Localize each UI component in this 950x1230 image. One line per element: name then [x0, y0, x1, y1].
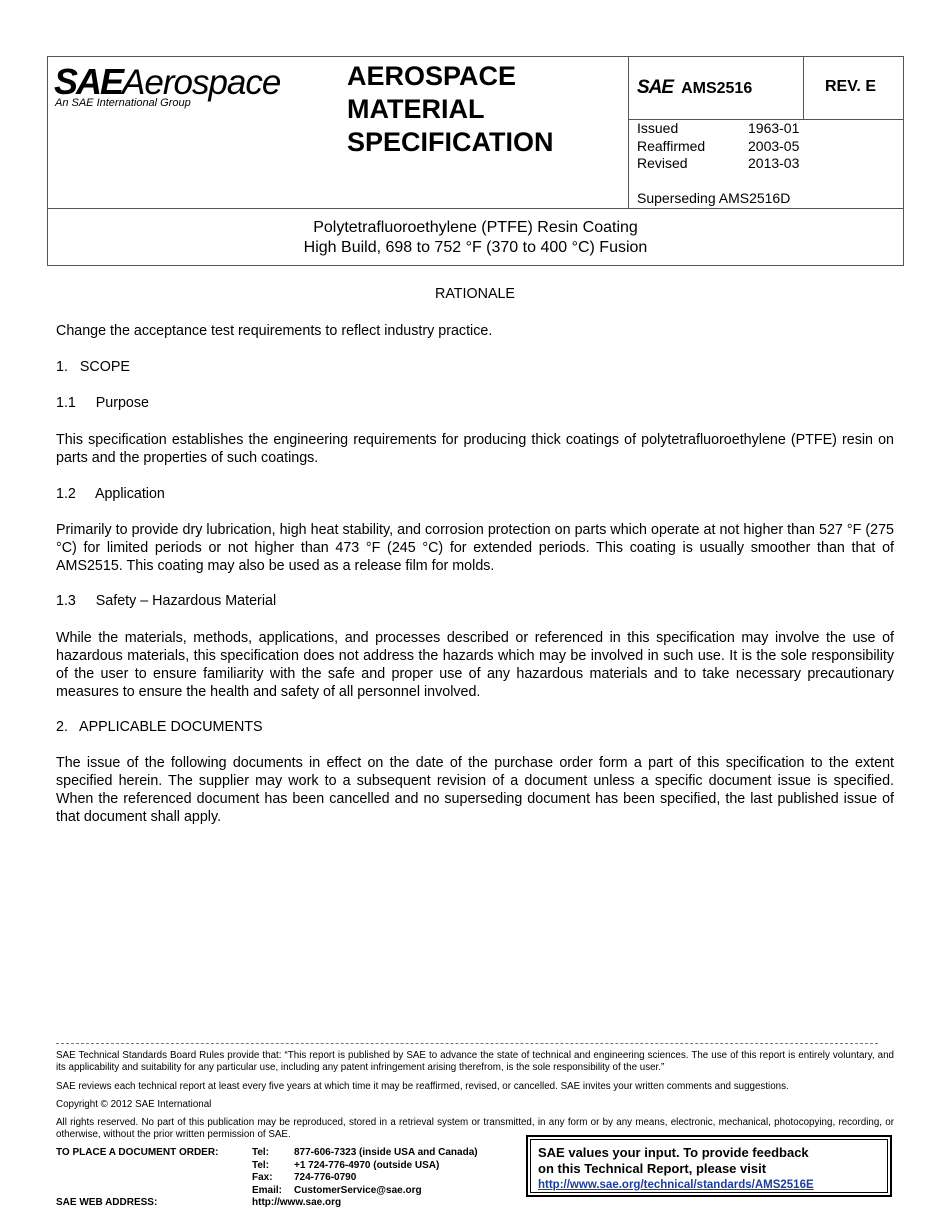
- contact-label: Tel:: [252, 1159, 270, 1171]
- feedback-link[interactable]: http://www.sae.org/technical/standards/AMS2516E: [538, 1179, 814, 1191]
- contact-value: 724-776-0790: [294, 1172, 357, 1183]
- footer-review: SAE reviews each technical report at least every five years at which time it may be reaffirmed, revised, or cancelled. SAE invites your written comments and suggestions.: [56, 1081, 789, 1092]
- date-label: Issued: [637, 120, 679, 136]
- section-heading: 2. APPLICABLE DOCUMENTS: [56, 719, 263, 735]
- contact-label: Fax:: [252, 1172, 273, 1183]
- web-url-link[interactable]: http://www.sae.org: [252, 1197, 342, 1208]
- feedback-box: [526, 1135, 892, 1197]
- revision-label: REV. E: [825, 78, 876, 95]
- contact-label: Tel:: [252, 1147, 270, 1158]
- contact-row: [252, 1185, 512, 1198]
- footer-rights: All rights reserved. No part of this publication may be reproduced, stored in a retrieval system or transmitted, in any form or by any means, electronic, mechanical, photocopying, recording, or otherwise, without the prior written permission of SAE.: [56, 1117, 894, 1140]
- date-row: [637, 120, 799, 138]
- footer-rule: [56, 1043, 878, 1044]
- web-label: SAE WEB ADDRESS:: [56, 1197, 158, 1208]
- rationale-text: Change the acceptance test requirements to reflect industry practice.: [56, 323, 493, 339]
- footer-rules: SAE Technical Standards Board Rules provide that: “This report is published by SAE to advance the state of technical and engineering sciences. The use of this report is entirely voluntary, and its applicability and suitability for any particular use, including any patent infringement arising therefrom, is the sole responsibility of the user.”: [56, 1050, 894, 1073]
- paragraph: Primarily to provide dry lubrication, high heat stability, and corrosion protection on parts which operate at not higher than 527 °F (275 °C) for limited periods or not higher than 473 °F (245 °C) for extended periods. This coating is usually smoother than that of AMS2515. This coating may also be used as a release film for molds.: [56, 522, 894, 574]
- title-line: High Build, 698 to 752 °F (370 to 400 °C) Fusion: [303, 239, 648, 256]
- superseding-note: Superseding AMS2516D: [637, 190, 791, 206]
- logo-word: Aerospace: [122, 63, 281, 102]
- sae-mini-logo: SAE: [637, 77, 674, 98]
- paragraph: This specification establishes the engineering requirements for producing thick coatings of polytetrafluoroethylene (PTFE) resin on parts and the properties of such coatings.: [56, 432, 894, 466]
- document-title: [48, 218, 903, 258]
- subsection-heading: 1.3 Safety – Hazardous Material: [56, 593, 277, 609]
- subsection-heading: 1.2 Application: [56, 486, 165, 502]
- rationale-heading: RATIONALE: [435, 286, 515, 302]
- title-line: Polytetrafluoroethylene (PTFE) Resin Coating: [313, 219, 638, 236]
- feedback-text: SAE values your input. To provide feedback: [538, 1145, 809, 1160]
- footer-copyright: Copyright © 2012 SAE International: [56, 1099, 212, 1110]
- date-value: 2013-03: [748, 155, 800, 171]
- header-divider: [48, 208, 903, 209]
- feedback-inner: [530, 1139, 888, 1193]
- section-heading: 1. SCOPE: [56, 359, 130, 375]
- date-list: [637, 120, 799, 173]
- paragraph: While the materials, methods, applications, and processes described or referenced in this specification may involve the use of hazardous materials, this specification does not address the hazards which may be involved in such use. It is the sole responsibility of the user to ensure familiarity with the safe and proper use of any hazardous materials and to take necessary precautionary measures to ensure the health and safety of all personnel involved.: [56, 630, 894, 700]
- contact-value: 877-606-7323 (inside USA and Canada): [294, 1147, 478, 1158]
- date-label: Reaffirmed: [637, 137, 706, 154]
- paragraph: The issue of the following documents in effect on the date of the purchase order form a part of this specification to the extent specified herein. The supplier may work to a subsequent revision of a document unless a specific document issue is specified. When the referenced document has been cancelled and no superseding document has been specified, the last published issue of that document shall apply.: [56, 755, 894, 825]
- contact-label: Email:: [252, 1184, 283, 1196]
- header-divider: [628, 57, 629, 208]
- sae-aerospace-logo: [54, 61, 280, 109]
- document-number: [637, 77, 752, 99]
- web-address: [56, 1197, 342, 1208]
- feedback-text: on this Technical Report, please visit: [538, 1161, 767, 1176]
- document-type-line: AEROSPACE: [347, 61, 517, 91]
- date-value: 2003-05: [748, 137, 800, 154]
- document-type-line: MATERIAL: [347, 94, 485, 124]
- subsection-heading: 1.1 Purpose: [56, 395, 149, 411]
- contact-row: [252, 1147, 512, 1160]
- header-divider: [803, 57, 804, 119]
- logo-brand: SAE: [54, 61, 123, 102]
- contact-value: +1 724-776-4970 (outside USA): [294, 1159, 440, 1171]
- order-label: TO PLACE A DOCUMENT ORDER:: [56, 1147, 219, 1158]
- email-link[interactable]: CustomerService@sae.org: [294, 1184, 422, 1196]
- contact-row: [252, 1172, 512, 1185]
- document-type: [347, 60, 554, 159]
- date-value: 1963-01: [748, 120, 800, 136]
- document-number-text: AMS2516: [681, 80, 753, 97]
- contact-row: [252, 1160, 512, 1173]
- document-type-line: SPECIFICATION: [347, 127, 554, 157]
- contact-list: [252, 1147, 512, 1197]
- date-row: [637, 138, 799, 156]
- date-label: Revised: [637, 155, 688, 171]
- date-row: [637, 155, 799, 173]
- header-box: [47, 56, 904, 266]
- logo-subtitle: An SAE International Group: [55, 97, 191, 109]
